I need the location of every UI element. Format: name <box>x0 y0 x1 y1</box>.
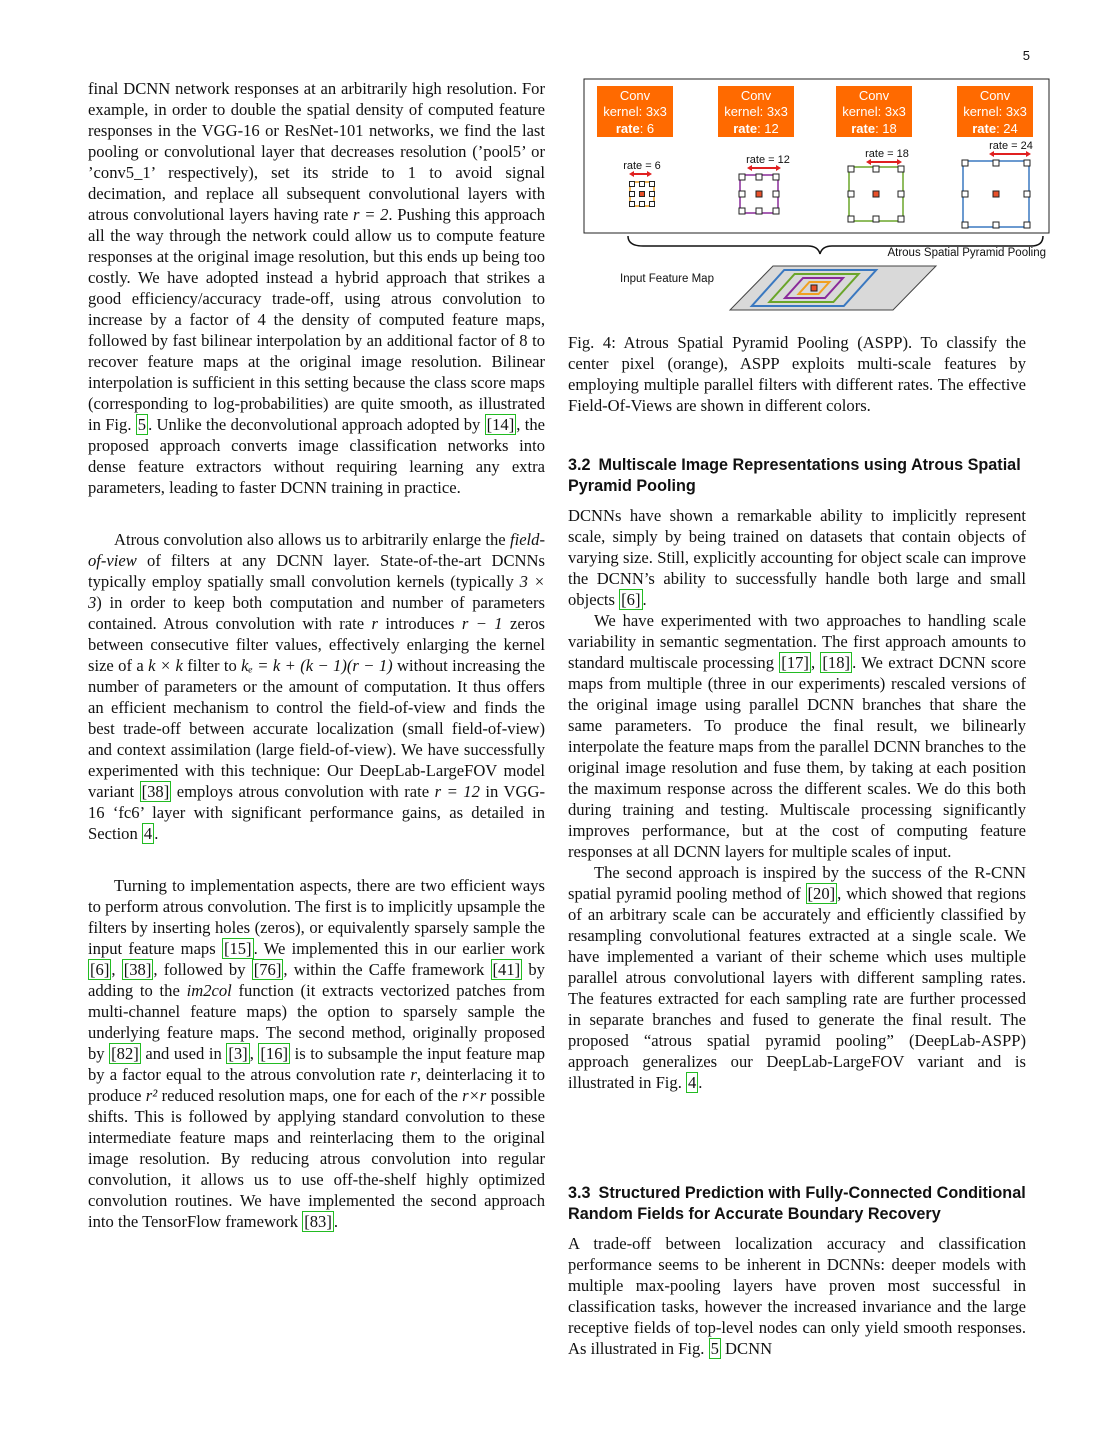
center-sample <box>993 191 999 197</box>
kernel-sample <box>1024 191 1030 197</box>
svg-text:Conv: Conv <box>979 88 1011 103</box>
conv-box-rate-6 <box>597 86 673 137</box>
kernel-sample <box>739 208 745 214</box>
svg-text:rate: 12: rate: 12 <box>733 121 779 136</box>
paragraph-scale: DCNNs have shown a remarkable ability to implicitly represent scale, simply by being trained on datasets that contain objects of varying size. Still, explicitly accounting for object scale can improve the DCNN’s ability to successfully handle both large and small objects [6] . <box>568 506 1026 609</box>
kernel-sample <box>773 191 779 197</box>
paragraph-aspp: The second approach is inspired by the success of the R-CNN spatial pyramid pooling method of [20] , which showed that regions of an arbitrary scale can be accurately and efficiently classified by resampling convolutional features extracted at a single scale. We have implemented a variant of their scheme which uses multiple parallel atrous convolutional layers with different sampling rates. The features extracted for each sampling rate are further processed in separate branches and fused to generate the final result. The proposed “atrous spatial pyramid pooling” (DeepLab-ASPP) approach generalizes our DeepLab-LargeFOV variant and is illustrated in Fig. 4 . <box>568 863 1026 1092</box>
conv-box-rate-18 <box>836 86 912 137</box>
kernel-sample <box>630 182 635 187</box>
section-3-2-heading: 3.2 Multiscale Image Representations using Atrous Spatial Pyramid Pooling <box>568 456 1021 495</box>
rate-label-6: rate = 6 <box>623 160 661 172</box>
figure-caption: Fig. 4: Atrous Spatial Pyramid Pooling (ASPP). To classify the center pixel (orange), ASPP exploits multi-scale features by employing multiple parallel filters with different rates. The effective Field-Of-Views are shown in different colors. <box>568 333 1026 415</box>
figure-ref-4[interactable]: 4 <box>688 1073 697 1092</box>
kernel-sample <box>962 160 968 166</box>
section-3-3-heading: 3.3 Structured Prediction with Fully-Connected Conditional Random Fields for Accurate Boundary Recovery <box>568 1184 1026 1223</box>
citation-76[interactable]: [76] <box>253 960 282 979</box>
rate-label-24: rate = 24 <box>989 140 1033 152</box>
svg-text:kernel: 3x3: kernel: 3x3 <box>603 104 667 119</box>
kernel-sample <box>739 191 745 197</box>
citation-17[interactable]: [17] <box>781 653 809 672</box>
svg-text:Conv: Conv <box>619 88 651 103</box>
figure-ref-5[interactable]: 5 <box>137 415 147 434</box>
kernel-sample <box>873 166 879 172</box>
center-sample <box>756 191 762 197</box>
rate-label-12: rate = 12 <box>746 154 790 166</box>
atrous-sample-grids <box>630 160 1031 228</box>
svg-text:Conv: Conv <box>858 88 890 103</box>
svg-text:rate: 18: rate: 18 <box>851 121 897 136</box>
center-pixel <box>811 285 817 291</box>
paragraph-implementation: Turning to implementation aspects, there are two efficient ways to perform atrous convolution. The first is to implicitly upsample the filters by inserting holes (zeros), or equivalently sparsely sample the input feature maps [15] . We implemented this in our earlier work [6] , [38] , followed by [76] , within the Caffe framework [41] by adding to the im2col function (it extracts vectorized patches from multi-channel feature maps) the option to sparsely sample the underlying feature maps. The second method, originally proposed by [82] and used in [3] , [16] is to subsample the input feature map by a factor equal to the atrous convolution rate r, deinterlacing it to produce r² reduced resolution maps, one for each of the r×r possible shifts. This is followed by applying standard convolution to these intermediate feature maps and reinterlacing them to the original image resolution. By reducing atrous convolution into regular convolution, it allows us to use off-the-shelf highly optimized convolution routines. We have implemented the second approach into the TensorFlow framework [83] . <box>88 876 546 1231</box>
kernel-sample <box>773 174 779 180</box>
citation-6[interactable]: [6] <box>621 590 641 609</box>
citation-83[interactable]: [83] <box>304 1212 332 1231</box>
kernel-sample <box>898 191 904 197</box>
kernel-sample <box>848 216 854 222</box>
kernel-sample <box>650 202 655 207</box>
kernel-sample <box>640 182 645 187</box>
svg-text:kernel: 3x3: kernel: 3x3 <box>842 104 906 119</box>
svg-text:rate: 24: rate: 24 <box>972 121 1018 136</box>
section-3-3 <box>568 1183 1026 1359</box>
citation-16[interactable]: [16] <box>260 1044 289 1063</box>
kernel-sample <box>630 192 635 197</box>
section-3-2 <box>568 455 1026 1093</box>
paragraph-crf: A trade-off between localization accuracy and classification performance seems to be inherent in DCNNs: deeper models with multiple max-pooling layers have proven most successful in classification tasks, however the increased invariance and the large receptive fields of top-level nodes can only yield smooth responses. As illustrated in Fig. 5 DCNN <box>568 1234 1026 1358</box>
citation-6[interactable]: [6] <box>90 960 110 979</box>
kernel-sample <box>756 208 762 214</box>
citation-38[interactable]: [38] <box>123 960 152 979</box>
figure-ref-5[interactable]: 5 <box>710 1339 719 1358</box>
kernel-sample <box>1024 160 1030 166</box>
svg-text:rate: 6: rate: 6 <box>615 121 655 136</box>
svg-text:Conv: Conv <box>740 88 772 103</box>
kernel-sample <box>739 174 745 180</box>
kernel-sample <box>1024 222 1030 228</box>
left-column <box>88 78 545 1232</box>
citation-14[interactable]: [14] <box>486 415 515 434</box>
center-sample <box>640 192 645 197</box>
citation-20[interactable]: [20] <box>807 884 836 903</box>
conv-box-rate-12 <box>718 86 794 137</box>
citation-18[interactable]: [18] <box>822 653 851 672</box>
kernel-sample <box>898 216 904 222</box>
center-sample <box>873 191 879 197</box>
rate-label-18: rate = 18 <box>865 148 909 160</box>
kernel-sample <box>962 222 968 228</box>
aspp-figure <box>583 78 1050 318</box>
section-ref-4[interactable]: 4 <box>143 824 153 843</box>
kernel-sample <box>650 182 655 187</box>
svg-text:kernel: 3x3: kernel: 3x3 <box>724 104 788 119</box>
kernel-sample <box>962 191 968 197</box>
aspp-diagram <box>583 78 1050 318</box>
citation-82[interactable]: [82] <box>111 1044 139 1063</box>
kernel-sample <box>650 192 655 197</box>
paragraph-resolution: final DCNN network responses at an arbitrarily high resolution. For example, in order to double the spatial density of computed feature responses in the VGG-16 or ResNet-101 networks, we find the last pooling or convolutional layer that decreases resolution (’pool5’ or ’conv5_1’ respectively), set its stride to 1 to avoid signal decimation, and replace all subsequent convolutional layers with atrous convolutional layers having rate r = 2. Pushing this approach all the way through the network could allow us to compute feature responses at the original image resolution, but this ends up being too costly. We have adopted instead a hybrid approach that strikes a good efficiency/accuracy trade-off, using atrous convolution to increase by a factor of 4 the density of computed feature maps, followed by fast bilinear interpolation by an additional factor of 8 to recover feature maps at the original image resolution. Bilinear interpolation is sufficient in this setting because the class score maps (corresponding to log-probabilities) are quite smooth, as illustrated in Fig. 5 . Unlike the deconvolutional approach adopted by [14] , the proposed approach converts image classification networks into dense feature extractors without requiring learning any extra parameters, leading to faster DCNN training in practice. <box>88 79 545 497</box>
citation-3[interactable]: [3] <box>228 1044 248 1063</box>
paragraph-multiscale: We have experimented with two approaches to handling scale variability in semantic segmentation. The first approach amounts to standard multiscale processing [17] , [18] . We extract DCNN score maps from multiple (three in our experiments) rescaled versions of the original image using parallel DCNN branches that share the same parameters. To produce the final result, we bilinearly interpolate the feature maps from the parallel DCNN branches to the original image resolution and fuse them, by taking at each position the maximum response across the different scales. We do this both during training and testing. Multiscale processing significantly improves performance, but at the cost of computing feature responses at all DCNN layers for multiple scales of input. <box>568 611 1026 861</box>
citation-38[interactable]: [38] <box>141 782 170 801</box>
citation-41[interactable]: [41] <box>492 960 521 979</box>
kernel-sample <box>773 208 779 214</box>
page-number: 5 <box>1022 48 1030 63</box>
kernel-sample <box>756 174 762 180</box>
kernel-sample <box>640 202 645 207</box>
kernel-sample <box>993 222 999 228</box>
kernel-sample <box>993 160 999 166</box>
input-feature-map-label: Input Feature Map <box>620 273 714 285</box>
paragraph-field-of-view: Atrous convolution also allows us to arbitrarily enlarge the field-of-view of filters at any DCNN layer. State-of-the-art DCNNs typically employ spatially small convolution kernels (typically 3 × 3) in order to keep both computation and number of parameters contained. Atrous convolution with rate r introduces r − 1 zeros between consecutive filter values, effectively enlarging the kernel size of a k × k filter to kₑ = k + (k − 1)(r − 1) without increasing the number of parameters or the amount of computation. It thus offers an efficient mechanism to control the field-of-view and finds the best trade-off between accurate localization (small field-of-view) and context assimilation (large field-of-view). We have successfully experimented with this technique: Our DeepLab-LargeFOV model variant [38] employs atrous convolution with rate r = 12 in VGG-16 ‘fc6’ layer with significant performance gains, as detailed in Section 4 . <box>88 530 546 843</box>
svg-text:kernel: 3x3: kernel: 3x3 <box>963 104 1027 119</box>
kernel-sample <box>848 191 854 197</box>
aspp-label: Atrous Spatial Pyramid Pooling <box>887 247 1046 259</box>
kernel-sample <box>898 166 904 172</box>
citation-15[interactable]: [15] <box>223 939 252 958</box>
conv-box-rate-24 <box>957 86 1033 137</box>
kernel-sample <box>848 166 854 172</box>
kernel-sample <box>873 216 879 222</box>
kernel-sample <box>630 202 635 207</box>
